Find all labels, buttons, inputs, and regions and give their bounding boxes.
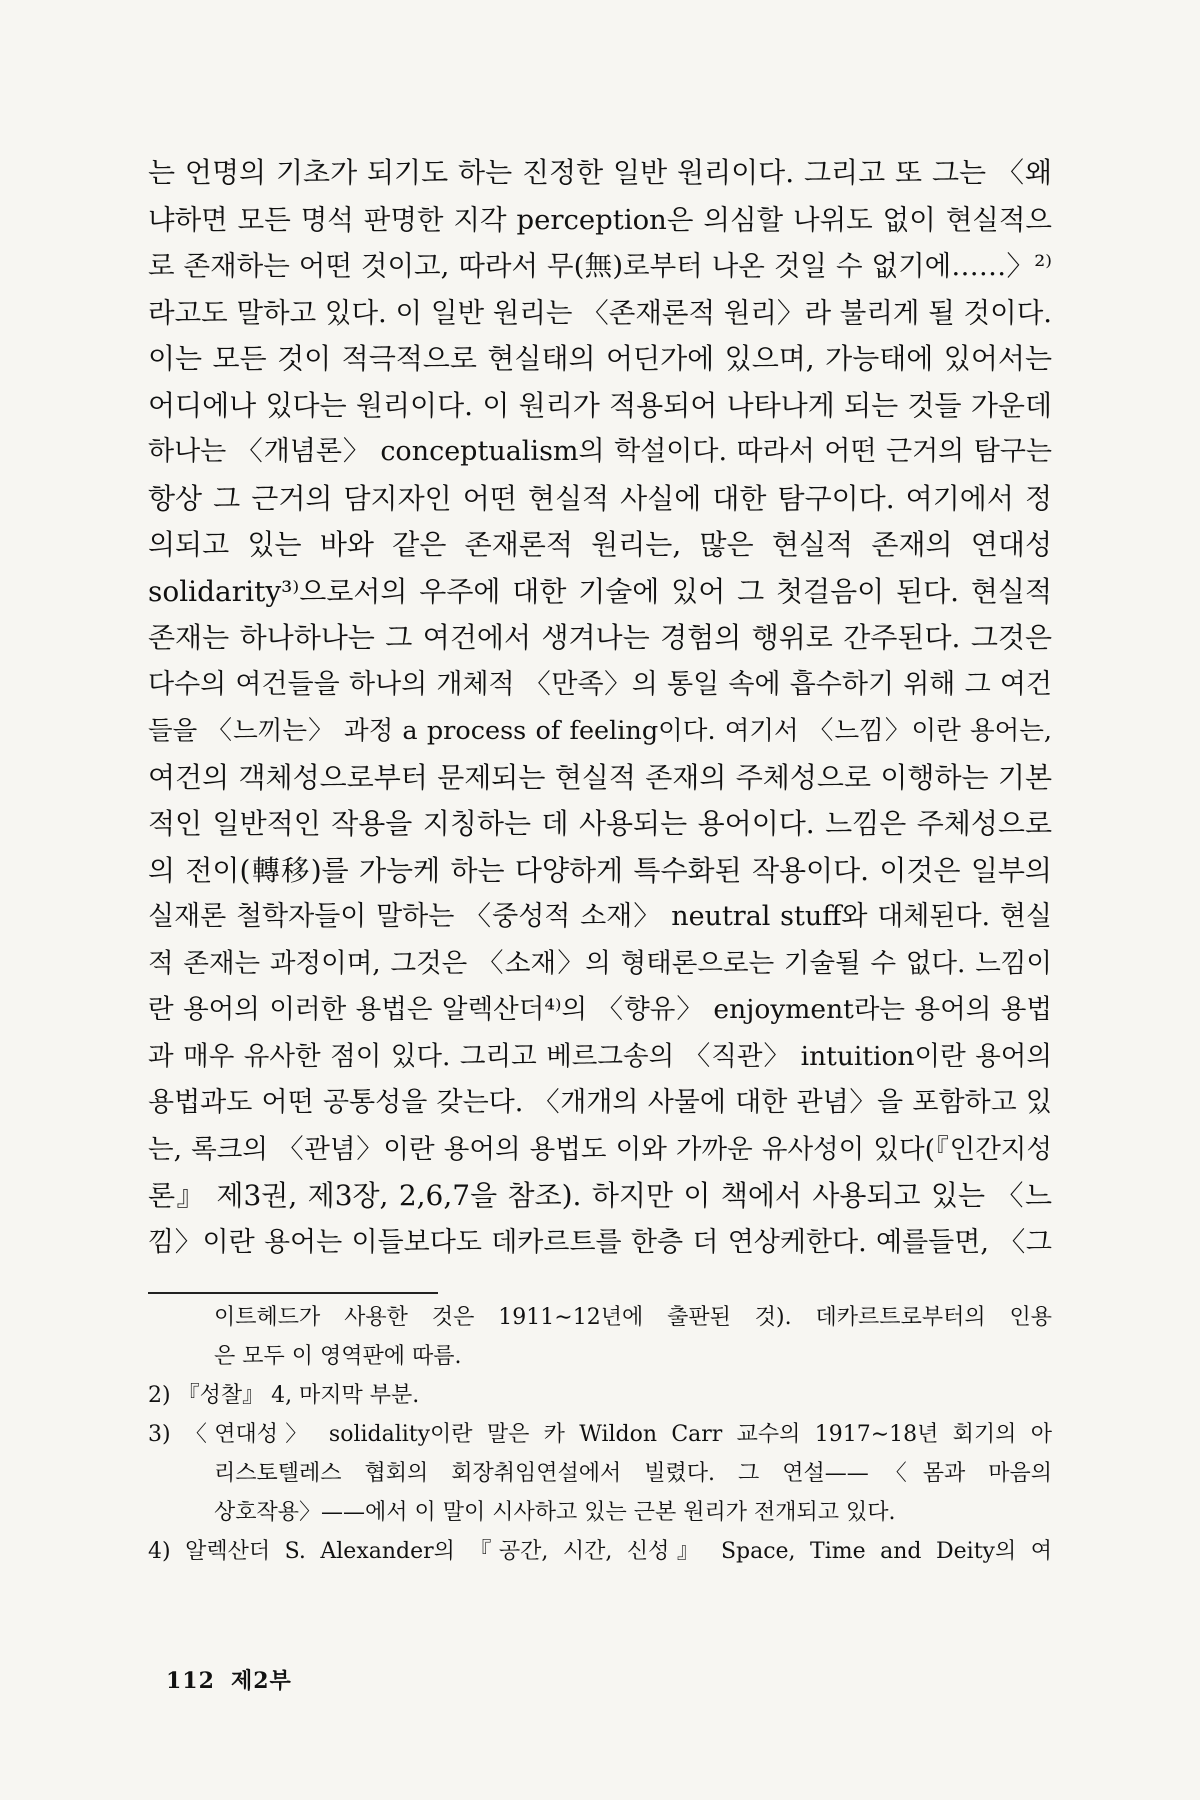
- footnote-line: 2) 『성찰』 4, 마지막 부분.: [148, 1383, 420, 1408]
- body-line: 어디에나 있다는 원리이다. 이 원리가 적용되어 나타나게 되는 것들 가운데: [148, 388, 1052, 422]
- body-line: 론』 제3권, 제3장, 2,6,7을 참조). 하지만 이 책에서 사용되고 있는 〈느: [148, 1179, 1052, 1212]
- footnote-line: 3) 〈연대성〉 solidality이란 말은 카 Wildon Carr 교수의 1917∼18년 회기의 아: [148, 1422, 1052, 1447]
- body-line: 낌〉이란 용어는 이들보다도 데카르트를 한층 더 연상케한다. 예를들면, 〈그: [148, 1226, 1052, 1258]
- body-line: 실재론 철학자들이 말하는 〈중성적 소재〉 neutral stuff와 대체된다. 현실: [148, 901, 1052, 932]
- body-line: 항상 그 근거의 담지자인 어떤 현실적 사실에 대한 탐구이다. 여기에서 정: [148, 481, 1052, 515]
- footnote-line: 은 모두 이 영역판에 따름.: [214, 1344, 462, 1369]
- page-footer: [166, 1664, 308, 1695]
- body-line: 적인 일반적인 작용을 지칭하는 데 사용되는 용어이다. 느낌은 주체성으로: [148, 807, 1052, 840]
- body-line: 는 언명의 기초가 되기도 하는 진정한 일반 원리이다. 그리고 또 그는 〈왜: [148, 156, 1052, 189]
- main-text: [148, 150, 1052, 1266]
- body-line: 다수의 여건들을 하나의 개체적 〈만족〉의 통일 속에 흡수하기 위해 그 여건: [148, 668, 1052, 700]
- body-line: 이는 모든 것이 적극적으로 현실태의 어딘가에 있으며, 가능태에 있어서는: [148, 342, 1052, 375]
- body-line: 들을 〈느끼는〉 과정 a process of feeling이다. 여기서 〈느낌〉이란 용어는,: [148, 716, 1052, 746]
- part-label: 제2부: [230, 1668, 292, 1694]
- footnote-line: 상호작용〉——에서 이 말이 시사하고 있는 근본 원리가 전개되고 있다.: [214, 1500, 896, 1525]
- body-line: 과 매우 유사한 점이 있다. 그리고 베르그송의 〈직관〉 intuition이란 용어의: [148, 1040, 1052, 1072]
- page-number: 112: [166, 1668, 215, 1694]
- footnote-separator: [148, 1292, 438, 1294]
- footnote-line: 이트헤드가 사용한 것은 1911∼12년에 출판된 것). 데카르트로부터의 인용: [214, 1305, 1052, 1330]
- footnotes: [148, 1298, 1052, 1571]
- footnote-line: 리스토텔레스 협회의 회장취임연설에서 빌렸다. 그 연설——〈몸과 마음의: [214, 1461, 1052, 1486]
- body-line: 란 용어의 이러한 용법은 알렉산더⁴⁾의 〈향유〉 enjoyment라는 용어의 용법: [148, 994, 1052, 1025]
- footnote-line: 4) 알렉산더 S. Alexander의 『공간, 시간, 신성』 Space, Time and Deity의 여: [148, 1539, 1052, 1564]
- body-line: 는, 록크의 〈관념〉이란 용어의 용법도 이와 가까운 유사성이 있다(『인간지성: [148, 1133, 1052, 1165]
- body-line: 로 존재하는 어떤 것이고, 따라서 무(無)로부터 나온 것일 수 없기에……〉²⁾: [148, 250, 1052, 282]
- body-line: 여건의 객체성으로부터 문제되는 현실적 존재의 주체성으로 이행하는 기본: [148, 760, 1052, 794]
- body-line: 의 전이(轉移)를 가능케 하는 다양하게 특수화된 작용이다. 이것은 일부의: [148, 853, 1052, 887]
- body-line: 적 존재는 과정이며, 그것은 〈소재〉의 형태론으로는 기술될 수 없다. 느낌이: [148, 947, 1052, 979]
- body-line: 하나는 〈개념론〉 conceptualism의 학설이다. 따라서 어떤 근거의 탐구는: [148, 436, 1052, 467]
- body-line: 용법과도 어떤 공통성을 갖는다. 〈개개의 사물에 대한 관념〉을 포함하고 있: [148, 1087, 1052, 1118]
- body-line: solidarity³⁾으로서의 우주에 대한 기술에 있어 그 첫걸음이 된다. 현실적: [148, 574, 1052, 608]
- body-line: 의되고 있는 바와 같은 존재론적 원리는, 많은 현실적 존재의 연대성: [148, 528, 1052, 561]
- body-line: 존재는 하나하나는 그 여건에서 생겨나는 경험의 행위로 간주된다. 그것은: [148, 621, 1052, 654]
- body-line: 라고도 말하고 있다. 이 일반 원리는 〈존재론적 원리〉라 불리게 될 것이다.: [148, 296, 1052, 329]
- body-line: 냐하면 모든 명석 판명한 지각 perception은 의심할 나위도 없이 현실적으: [148, 203, 1052, 236]
